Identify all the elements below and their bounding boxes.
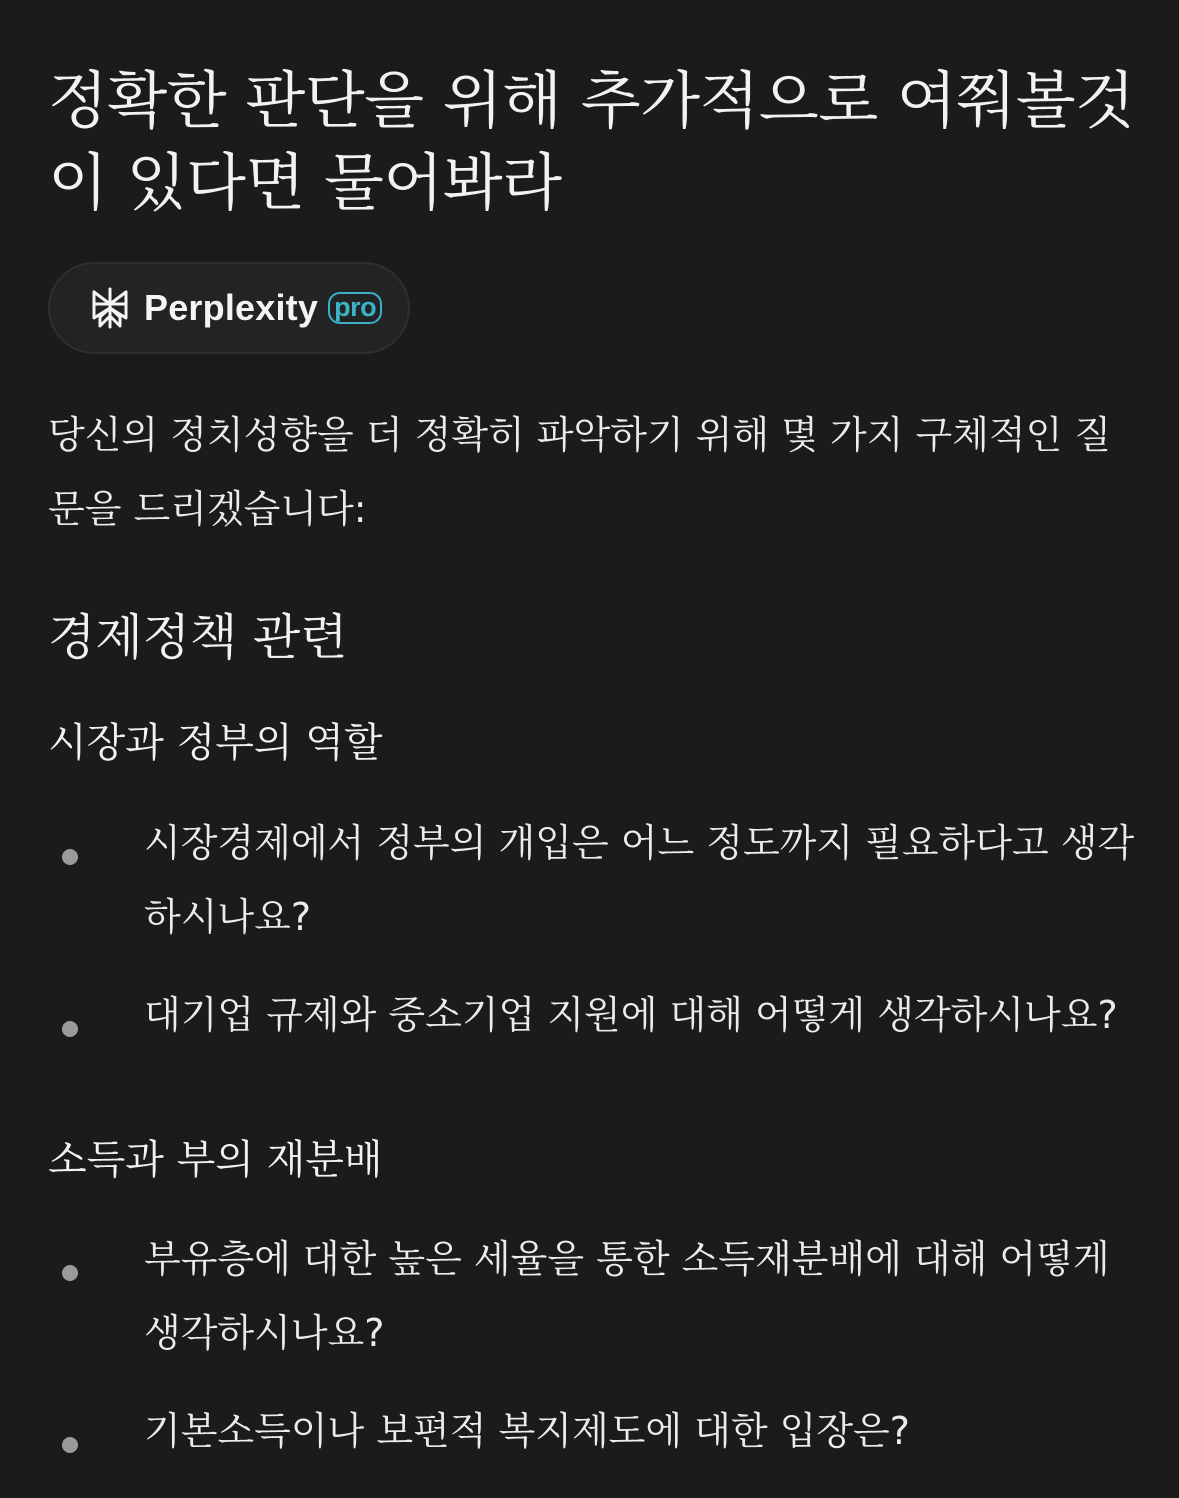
bullet-icon	[62, 1437, 78, 1453]
pro-badge: pro	[328, 292, 382, 324]
section-heading: 경제정책 관련	[48, 609, 348, 666]
bullet-icon	[62, 1021, 78, 1037]
subsection-heading: 소득과 부의 재분배	[48, 1137, 383, 1183]
bullet-list	[48, 1222, 1138, 1468]
answer-intro: 당신의 정치성향을 더 정확히 파악하기 위해 몇 가지 구체적인 질문을 드리겠습니다:	[48, 413, 1112, 531]
model-name: Perplexity	[144, 287, 319, 328]
list-item-text: 기본소득이나 보편적 복지제도에 대한 입장은?	[144, 1409, 910, 1453]
list-item-text: 부유층에 대한 높은 세율을 통한 소득재분배에 대해 어떻게 생각하시나요?	[144, 1237, 1110, 1355]
list-item-text: 대기업 규제와 중소기업 지원에 대해 어떻게 생각하시나요?	[144, 993, 1118, 1037]
list-item	[48, 1394, 1138, 1468]
list-item-text: 시장경제에서 정부의 개입은 어느 정도까지 필요하다고 생각하시나요?	[144, 821, 1135, 939]
query-title: 정확한 판단을 위해 추가적으로 여쭤볼것이 있다면 물어봐라	[48, 64, 1135, 219]
model-badge[interactable]	[48, 262, 410, 354]
list-item	[48, 806, 1138, 954]
list-item	[48, 978, 1138, 1052]
bullet-icon	[62, 849, 78, 865]
list-item	[48, 1222, 1138, 1370]
bullet-list	[48, 806, 1138, 1052]
subsection-heading: 시장과 정부의 역할	[48, 720, 383, 766]
perplexity-logo-icon	[88, 286, 132, 330]
bullet-icon	[62, 1265, 78, 1281]
